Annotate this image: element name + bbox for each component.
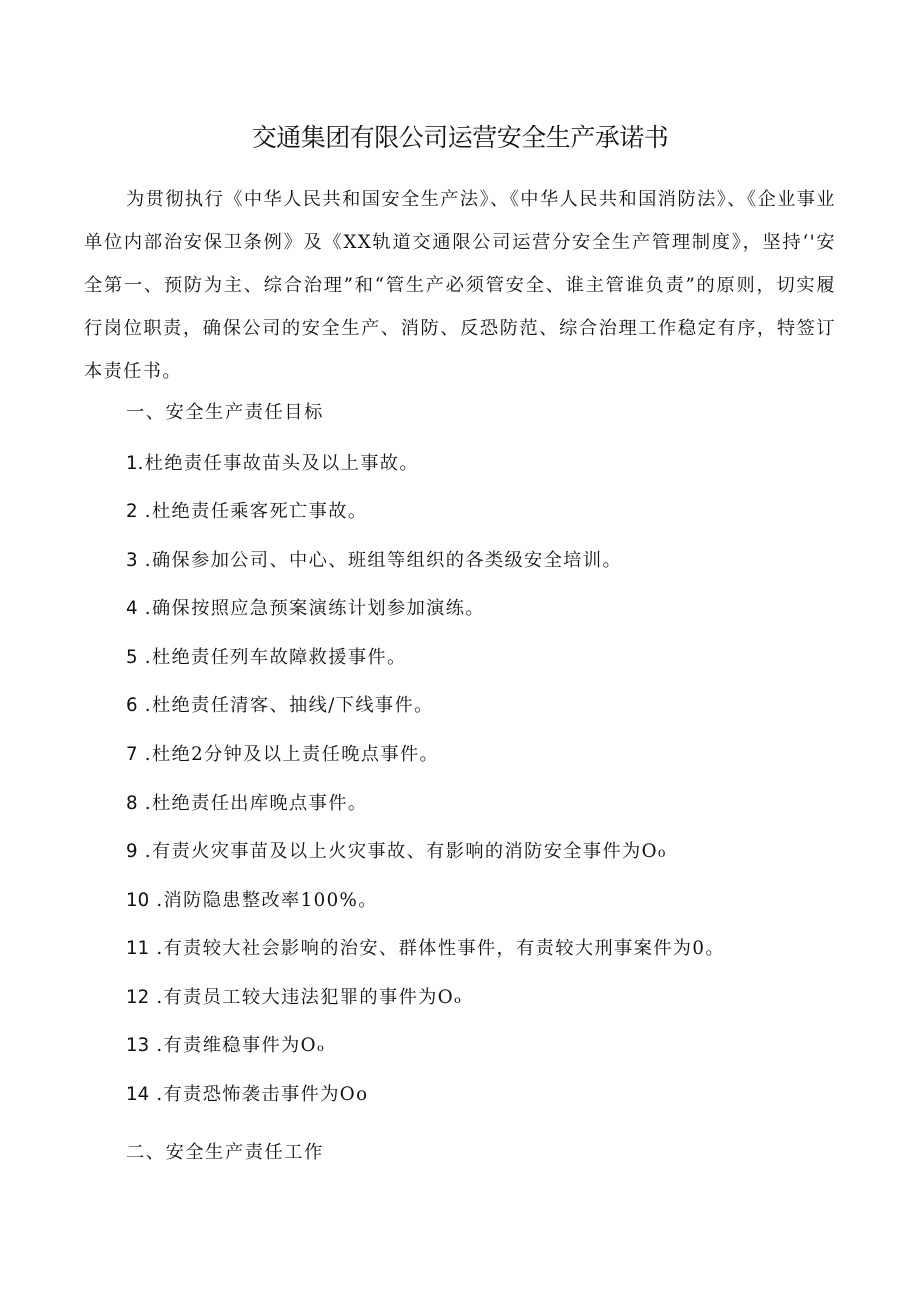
item-text: .有责员工较大违法犯罪的事件为Oₒ — [149, 987, 463, 1008]
item-number: 11 — [126, 938, 150, 959]
item-number: 9 — [126, 841, 138, 862]
section-1-heading: 一、安全生产责任目标 — [126, 402, 324, 423]
item-text: .确保按照应急预案演练计划参加演练。 — [137, 598, 485, 619]
item-number: 14 — [126, 1084, 150, 1105]
item-text: .杜绝责任列车故障救援事件。 — [137, 647, 407, 668]
item-number: 7 — [126, 744, 138, 765]
item-text: .杜绝责任清客、抽线/下线事件。 — [137, 695, 434, 716]
item-text: .有责恐怖袭击事件为Oo — [149, 1084, 369, 1105]
item-number: 3 — [126, 550, 138, 571]
list-item — [126, 643, 407, 669]
list-item — [126, 1080, 368, 1106]
item-number: 8 — [126, 793, 138, 814]
document-title: 交通集团有限公司运营安全生产承诺书 — [251, 123, 669, 152]
list-item — [126, 1031, 325, 1057]
list-item — [126, 594, 485, 620]
item-text: .杜绝2分钟及以上责任晚点事件。 — [137, 744, 440, 765]
item-number: 6 — [126, 695, 138, 716]
item-number: 4 — [126, 598, 138, 619]
item-number: 13 — [126, 1035, 150, 1056]
item-number: 1 — [126, 453, 138, 474]
list-item — [126, 497, 367, 523]
list-item — [126, 983, 462, 1009]
item-text: .杜绝责任事故苗头及以上事故。 — [137, 453, 419, 474]
section-2-heading: 二、安全生产责任工作 — [126, 1142, 324, 1163]
list-item — [126, 740, 439, 766]
intro-paragraph: 为贯彻执行《中华人民共和国安全生产法》、《中华人民共和国消防法》、《企业事业单位内部治安保卫条例》及《XX轨道交通限公司运营分安全生产管理制度》，坚持‘'安全第一、预防为主、综合治理”和“管生产必须管安全、谁主管谁负责”的原则，切实履行岗位职责，确保公司的安全生产、消防、反恐防范、综合治理工作稳定有序，特签订本责任书。 — [84, 189, 836, 382]
list-item — [126, 449, 419, 475]
list-item — [126, 691, 434, 717]
list-item — [126, 837, 667, 863]
list-item — [126, 789, 367, 815]
list-item — [126, 886, 378, 912]
item-number: 12 — [126, 987, 150, 1008]
item-text: .有责较大社会影响的治安、群体性事件，有责较大刑事案件为0。 — [149, 938, 725, 959]
item-number: 5 — [126, 647, 138, 668]
item-text: .确保参加公司、中心、班组等组织的各类级安全培训。 — [137, 550, 623, 571]
list-item — [126, 934, 725, 960]
item-number: 2 — [126, 501, 138, 522]
list-item — [126, 546, 622, 572]
item-text: .杜绝责任出库晚点事件。 — [137, 793, 368, 814]
item-number: 10 — [126, 890, 150, 911]
item-text: .杜绝责任乘客死亡事故。 — [137, 501, 368, 522]
item-text: .有责维稳事件为Oₒ — [149, 1035, 326, 1056]
item-text: .消防隐患整改率100%。 — [149, 890, 378, 911]
item-text: .有责火灾事苗及以上火灾事故、有影响的消防安全事件为O₀ — [137, 841, 667, 862]
